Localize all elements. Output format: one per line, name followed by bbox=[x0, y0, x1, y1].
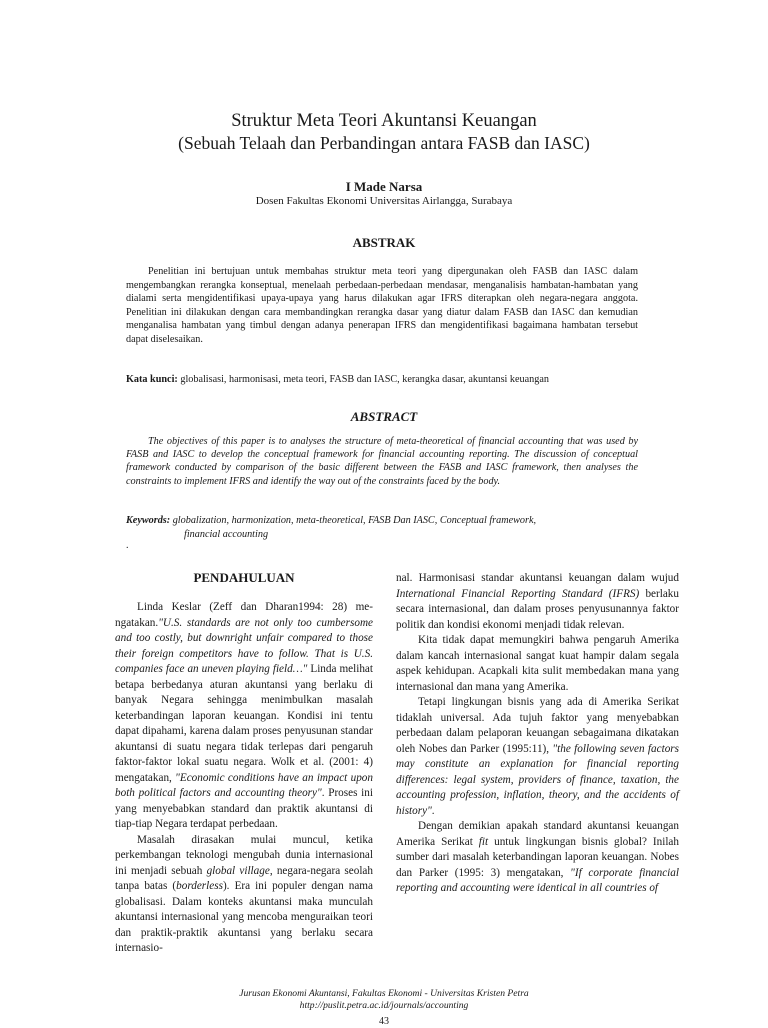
body-column-right bbox=[396, 571, 679, 897]
paper-title: Struktur Meta Teori Akuntansi Keuangan bbox=[231, 111, 537, 131]
text-run: . bbox=[431, 804, 435, 817]
abstrak-text: Penelitian ini bertujuan untuk membahas struktur meta teori yang dipergunakan oleh FASB dan IASC dalam mengembangkan rerangka konseptual, menelaah perbedaan-perbedaan mendasar, menganalisis hambatan-hambatan yang dialami serta mengidentifikasi upaya-upaya yang harus dilakukan agar IFRS diterapkan oleh negara-negara anggota. Penelitian ini dilakukan dengan cara membandingkan rerangka dasar yang diatur dalam FASB dan IASC dan kemudian menganalisa hambatan yang timbul dengan adanya penerapan IFRS dan mengidentifikasi bagaimana hambatan tersebut dapat diselesaikan. bbox=[126, 266, 638, 345]
keywords bbox=[126, 514, 638, 542]
text-run: . Proses ini yang menyebabkan standard dan praktik akuntansi di tiap-tiap Negara terdapat perbedaan. bbox=[115, 787, 373, 830]
abstrak-body bbox=[126, 265, 638, 347]
stray-mark: . bbox=[126, 540, 129, 551]
quote: "If corporate financial reporting and accounting were identical in all countries of bbox=[396, 866, 679, 894]
text-run: berlaku secara internasional, dan dalam proses penyusunannya faktor politik dan kondisi ekonomi menjadi tidak relevan. bbox=[396, 587, 679, 631]
keywords-list-line2: financial accounting bbox=[184, 529, 269, 540]
text-run: nal. Harmonisasi standar akuntansi keuangan dalam wujud bbox=[396, 572, 679, 584]
kata-kunci-label: Kata kunci: bbox=[126, 374, 178, 385]
kata-kunci bbox=[126, 373, 656, 387]
abstract-text: The objectives of this paper is to analyses the structure of meta-theoretical of financial accounting that was used by FASB and IASC to develop the conceptual framework for financial accounting reporting. The discussion of conceptual framework conducted by comparison of the basic different between the FASB and IASC framework, then analyses the constraints to implement IFRS and identify the way out of the constraints faced by the body. bbox=[126, 436, 638, 487]
author-name: I Made Narsa bbox=[345, 179, 423, 194]
abstract-body bbox=[126, 435, 638, 488]
emphasis: global village bbox=[206, 864, 270, 877]
text-run: , negara-negara seolah tanpa batas ( bbox=[115, 864, 373, 892]
text-run: untuk lingkungan bisnis global? Inilah sumber dari masalah keterbandingan laporan keuangan. Nobes dan Parker (1995: 3) mengatakan, bbox=[396, 835, 679, 879]
emphasis: borderless bbox=[176, 880, 223, 892]
paragraph bbox=[396, 819, 679, 897]
paragraph bbox=[115, 600, 373, 833]
text-run: Dengan demikian apakah standard akuntansi keuangan Amerika Serikat bbox=[396, 820, 679, 848]
paragraph bbox=[396, 571, 679, 633]
keywords-list-line1: globalization, harmonization, meta-theoretical, FASB Dan IASC, Conceptual framework, bbox=[172, 515, 537, 526]
emphasis: fit bbox=[478, 835, 489, 848]
section-heading-pendahuluan: PENDAHULUAN bbox=[193, 570, 295, 585]
emphasis: International Financial Reporting Standard (IFRS) bbox=[396, 587, 640, 600]
author-affiliation: Dosen Fakultas Ekonomi Universitas Airlangga, Surabaya bbox=[255, 195, 513, 207]
footer-institution: Jurusan Ekonomi Akuntansi, Fakultas Ekonomi - Universitas Kristen Petra bbox=[239, 988, 529, 999]
paper-subtitle: (Sebuah Telaah dan Perbandingan antara FASB dan IASC) bbox=[178, 133, 590, 153]
paragraph: Kita tidak dapat memungkiri bahwa pengaruh Amerika dalam kancah internasional sangat kuat hampir dalam segala aspek kehidupan. Acapkali kita sulit membedakan mana yang internasional dan mana yang Amerika. bbox=[396, 634, 679, 693]
quote: "U.S. standards are not only too cumbersome and too costly, but downright unfair compared to those their foreign competitors have to follow. That is U.S. companies face an uneven playing field…" bbox=[115, 616, 373, 675]
footer-url[interactable]: http://puslit.petra.ac.id/journals/accounting bbox=[299, 1000, 469, 1011]
text-run: Linda melihat betapa berbedanya aturan akuntansi yang berlaku di banyak Negara sehingga menimbulkan masalah keterbandingan laporan keuangan. Kondisi ini tentu dapat dipahami, karena dalam proses penyusunan standar akuntansi di suatu negara tidak terlepas dari pengaruh faktor-faktor lokal suatu negara. Wolk et al. (2001: 4) mengatakan, bbox=[115, 663, 373, 784]
paragraph bbox=[396, 695, 679, 819]
page-footer bbox=[0, 988, 768, 1012]
abstract-heading: ABSTRACT bbox=[350, 409, 418, 424]
text-run: Masalah dirasakan mulai muncul, ketika perkembangan teknologi mengubah dunia internasional ini menjadi sebuah bbox=[115, 833, 373, 877]
body-column-left bbox=[115, 570, 373, 957]
quote: "Economic conditions have an impact upon both political factors and accounting theory" bbox=[115, 771, 373, 799]
text-run: ). Era ini populer dengan nama globalisasi. Dalam konteks akuntansi maka munculah akuntansi internasional yang mencoba menguraikan teori dan praktik-praktik akuntansi yang berlaku secara internasio- bbox=[115, 880, 373, 954]
page-number: 43 bbox=[379, 1016, 389, 1027]
paragraph bbox=[115, 833, 373, 957]
kata-kunci-list: globalisasi, harmonisasi, meta teori, FASB dan IASC, kerangka dasar, akuntansi keuangan bbox=[180, 374, 549, 385]
abstrak-heading: ABSTRAK bbox=[352, 235, 416, 250]
text-run: Linda Keslar (Zeff dan Dharan1994: 28) me-ngatakan. bbox=[115, 601, 373, 629]
quote: "the following seven factors may constitute an explanation for financial reporting differences: legal system, providers of finance, taxation, the accounting profession, inflation, theory, and the accidents of history" bbox=[396, 742, 680, 817]
keywords-label: Keywords: bbox=[126, 515, 171, 526]
text-run: Tetapi lingkungan bisnis yang ada di Amerika Serikat tidaklah universal. Ada tujuh faktor yang menyebabkan perbedaan dalam pelaporan keuangan sebagaimana dikatakan oleh Nobes dan Parker (1995:11), bbox=[396, 696, 679, 755]
